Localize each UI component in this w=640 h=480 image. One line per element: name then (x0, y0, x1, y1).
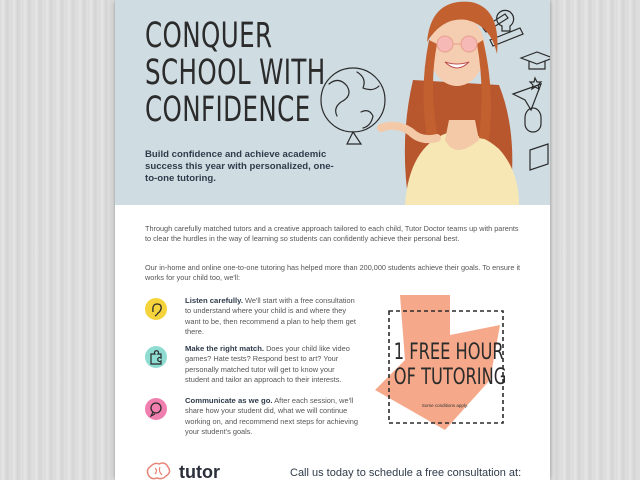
mouse-doodle-icon (525, 108, 541, 132)
chat-icon (145, 398, 167, 420)
fine-print: Some conditions apply. (421, 403, 469, 408)
bullet-communicate (145, 396, 358, 448)
puzzle-icon (145, 346, 167, 368)
offer-line-2: OF TUTORING (393, 365, 507, 390)
globe-doodle-icon (321, 68, 385, 132)
bullet-text (185, 344, 360, 386)
bullet-body: Does your child like video games? Hate tests? Respond best to art? Your personally matched tutor will get to know your student and tailor an approach to their interests. (185, 344, 350, 385)
intro-paragraph-2: Our in-home and online one-to-one tutoring has helped more than 200,000 students achieve their goals. To ensure it works for your child too, we'll: (145, 263, 521, 282)
flyer-page (115, 0, 550, 480)
offer-line-1: 1 FREE HOUR (393, 340, 504, 365)
bullet-title: Listen carefully. (185, 296, 243, 305)
bullet-listen (145, 296, 355, 348)
bullet-title: Make the right match. (185, 344, 265, 353)
headline-line-3: CONFIDENCE (145, 90, 311, 130)
brain-icon (145, 462, 171, 480)
bullet-text (185, 296, 360, 338)
offer-text (383, 340, 507, 390)
ear-icon (145, 298, 167, 320)
intro-paragraph: Through carefully matched tutors and a creative approach tailored to each child, Tutor Doctor teams up with parents to clear the hurdles in the way of learning so students can confidently achieve their personal best. (145, 224, 519, 243)
logo-wordmark: tutor (179, 462, 220, 480)
headline-line-2: SCHOOL WITH (145, 53, 326, 93)
bullet-body: We'll start with a free consultation to understand where your child is and where they want to be, then recommend a plan to help them get there. (185, 296, 356, 337)
hero-banner (115, 0, 550, 205)
grad-cap-doodle-icon (521, 52, 550, 69)
book-doodle-icon (530, 144, 548, 170)
subheadline: Build confidence and achieve academic success this year with personalized, one-to-one tutoring. (145, 149, 334, 184)
bullet-match (145, 344, 355, 396)
bullet-title: Communicate as we go. (185, 396, 273, 405)
student-photo (295, 0, 550, 205)
headline (145, 16, 326, 130)
headline-line-1: CONQUER (145, 16, 273, 56)
bullet-text (185, 396, 360, 438)
bullet-body: After each session, we'll share how your student did, what we will continue working on, and recommend next steps for achieving your student's goals. (185, 396, 358, 437)
call-to-action: Call us today to schedule a free consultation at: (290, 467, 522, 479)
tutor-doctor-logo (145, 462, 220, 480)
